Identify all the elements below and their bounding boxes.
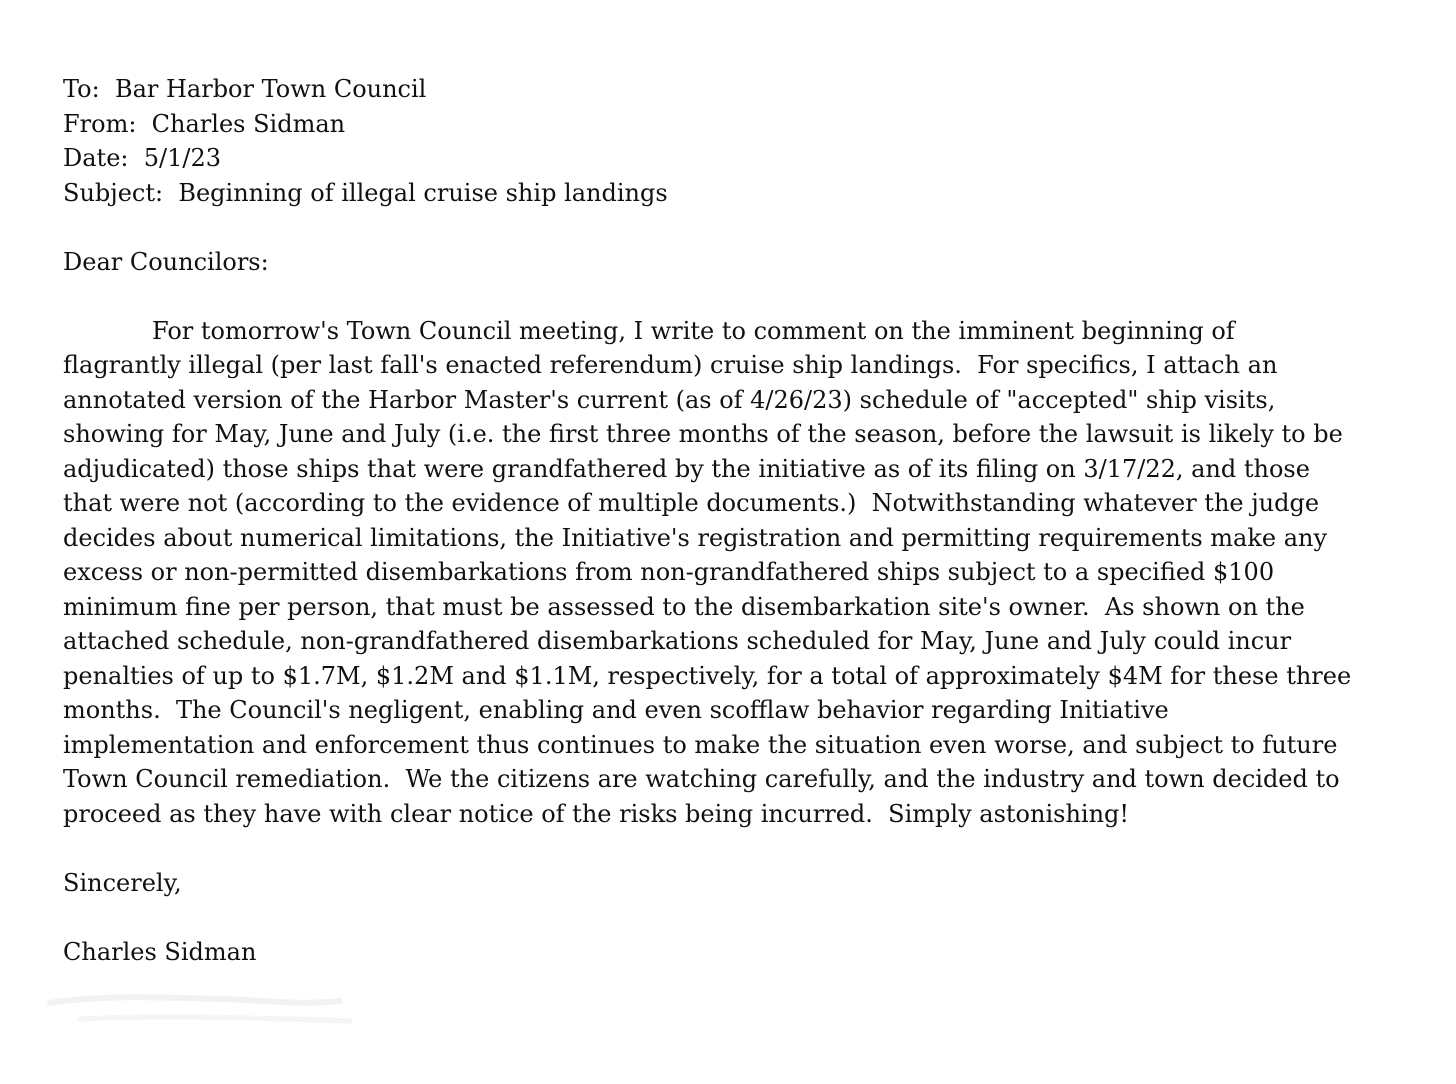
- letter: [63, 72, 1393, 969]
- body-line: showing for May, June and July (i.e. the first three months of the season, before the lawsuit is likely to be: [63, 420, 1343, 448]
- body-line: minimum fine per person, that must be assessed to the disembarkation site's owner. As shown on the: [63, 592, 1305, 621]
- body-line: decides about numerical limitations, the Initiative's registration and permitting requirements make any: [63, 523, 1328, 552]
- from-line: From: Charles Sidman: [63, 109, 346, 138]
- body-line: penalties of up to $1.7M, $1.2M and $1.1M, respectively, for a total of approximately $4M for these three: [63, 661, 1352, 690]
- body-line: excess or non-permitted disembarkations from non-grandfathered ships subject to a specified $100: [63, 558, 1275, 586]
- body-line: Town Council remediation. We the citizens are watching carefully, and the industry and town decided to: [63, 765, 1340, 793]
- body-line: proceed as they have with clear notice of the risks being incurred. Simply astonishing!: [63, 799, 1130, 828]
- subject-line: Subject: Beginning of illegal cruise ship landings: [63, 178, 668, 207]
- closing: Sincerely,: [63, 868, 182, 897]
- spacer: [63, 831, 1393, 866]
- faint-signature-mark: [40, 975, 360, 1035]
- body-line: attached schedule, non-grandfathered disembarkations scheduled for May, June and July could incur: [63, 627, 1292, 655]
- salutation: Dear Councilors:: [63, 247, 269, 276]
- body-paragraph: [63, 314, 1393, 832]
- body-line: months. The Council's negligent, enabling and even scofflaw behavior regarding Initiative: [63, 696, 1169, 724]
- spacer: [63, 210, 1393, 245]
- body-line: For tomorrow's Town Council meeting, I write to comment on the imminent beginning of: [152, 316, 1235, 345]
- to-line: To: Bar Harbor Town Council: [63, 75, 427, 103]
- body-line: adjudicated) those ships that were grandfathered by the initiative as of its filing on 3/17/22, and those: [63, 454, 1310, 483]
- spacer: [63, 279, 1393, 314]
- body-line: flagrantly illegal (per last fall's enacted referendum) cruise ship landings. For specifics, I attach an: [63, 351, 1278, 379]
- body-line: that were not (according to the evidence of multiple documents.) Notwithstanding whatever the judge: [63, 489, 1320, 517]
- signature-name: Charles Sidman: [63, 937, 257, 966]
- spacer: [63, 900, 1393, 935]
- body-line: implementation and enforcement thus continues to make the situation even worse, and subject to future: [63, 730, 1338, 759]
- body-line: annotated version of the Harbor Master's current (as of 4/26/23) schedule of "accepted" ship visits,: [63, 385, 1276, 414]
- date-line: Date: 5/1/23: [63, 144, 221, 172]
